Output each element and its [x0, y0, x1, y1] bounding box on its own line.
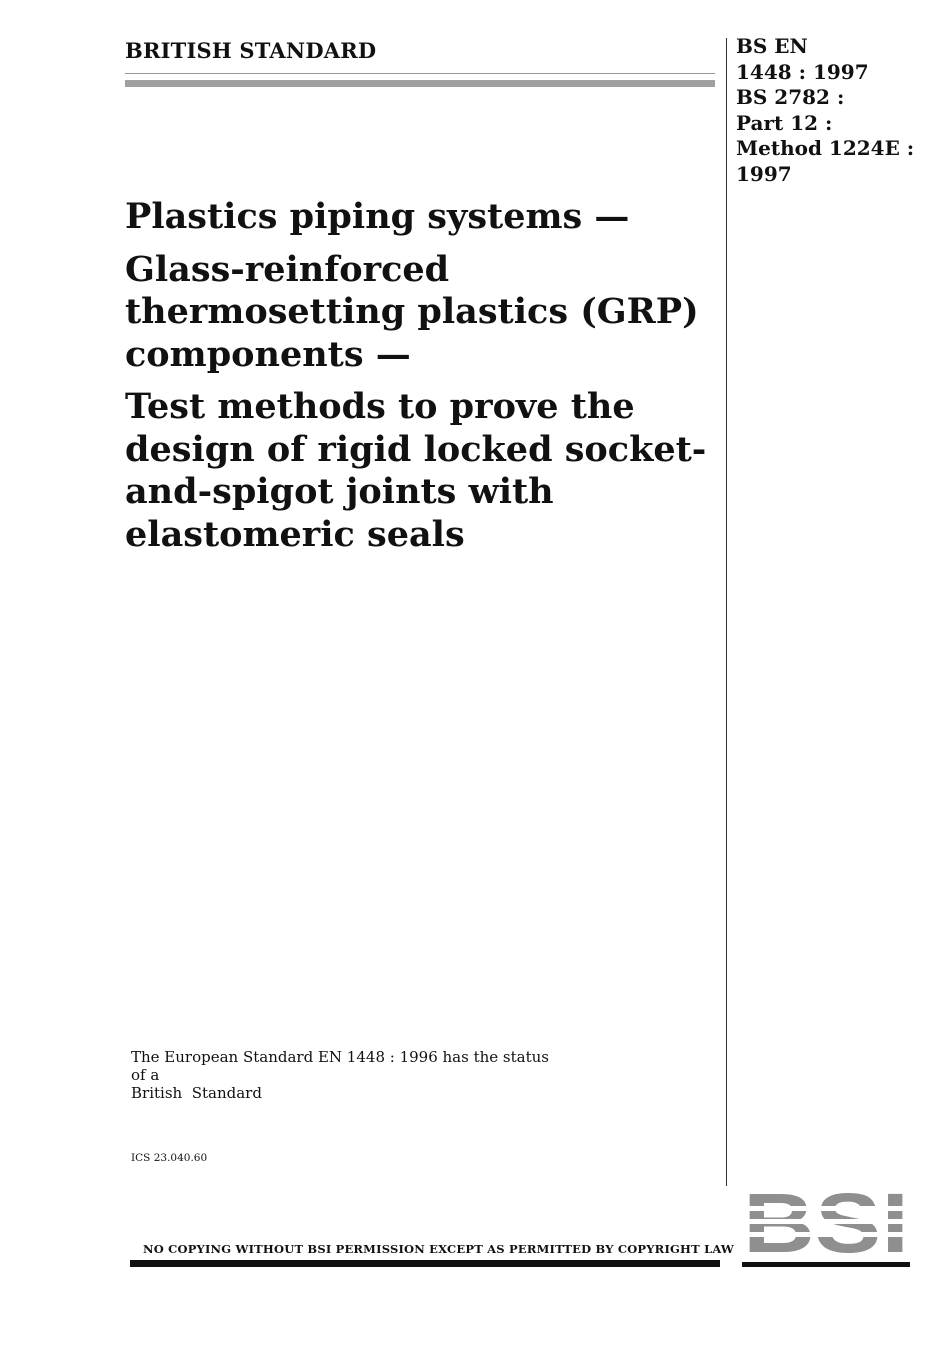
standard-number-line: 1997 — [736, 161, 792, 186]
bsi-logo-stripe — [742, 1232, 910, 1237]
vertical-divider — [726, 38, 727, 1186]
status-note-line-1: The European Standard EN 1448 : 1996 has the status of a — [131, 1048, 549, 1084]
standard-number-block — [736, 34, 914, 187]
copyright-notice: NO COPYING WITHOUT BSI PERMISSION EXCEPT AS PERMITTED BY COPYRIGHT LAW — [143, 1242, 735, 1256]
standard-number-line: BS 2782 : — [736, 85, 845, 109]
logo-bar — [742, 1262, 910, 1267]
status-note-line-2: British Standard — [131, 1084, 262, 1102]
header-rule-thick — [125, 80, 715, 87]
header-rule-thin — [125, 73, 715, 74]
bsi-logo-stripe — [742, 1219, 910, 1224]
bsi-logo-icon — [742, 1192, 910, 1254]
title-part-1: Plastics piping systems — — [125, 196, 630, 237]
document-title — [125, 196, 720, 566]
bsi-logo-stripe — [742, 1206, 910, 1211]
footer-bar — [130, 1260, 720, 1267]
status-note — [131, 1048, 551, 1102]
standard-number-line: Method 1224E : — [736, 136, 915, 160]
ics-code: ICS 23.040.60 — [131, 1152, 208, 1164]
title-part-2: Glass-reinforced thermosetting plastics (GRP) components — — [125, 248, 699, 375]
standard-number-line: Part 12 : — [736, 110, 833, 135]
standard-number-line: BS EN — [736, 34, 808, 58]
standard-number-line: 1448 : 1997 — [736, 59, 869, 84]
header-label: BRITISH STANDARD — [125, 38, 377, 63]
title-part-3: Test methods to prove the design of rigid locked socket-and-spigot joints with elastomeric seals — [125, 386, 707, 555]
